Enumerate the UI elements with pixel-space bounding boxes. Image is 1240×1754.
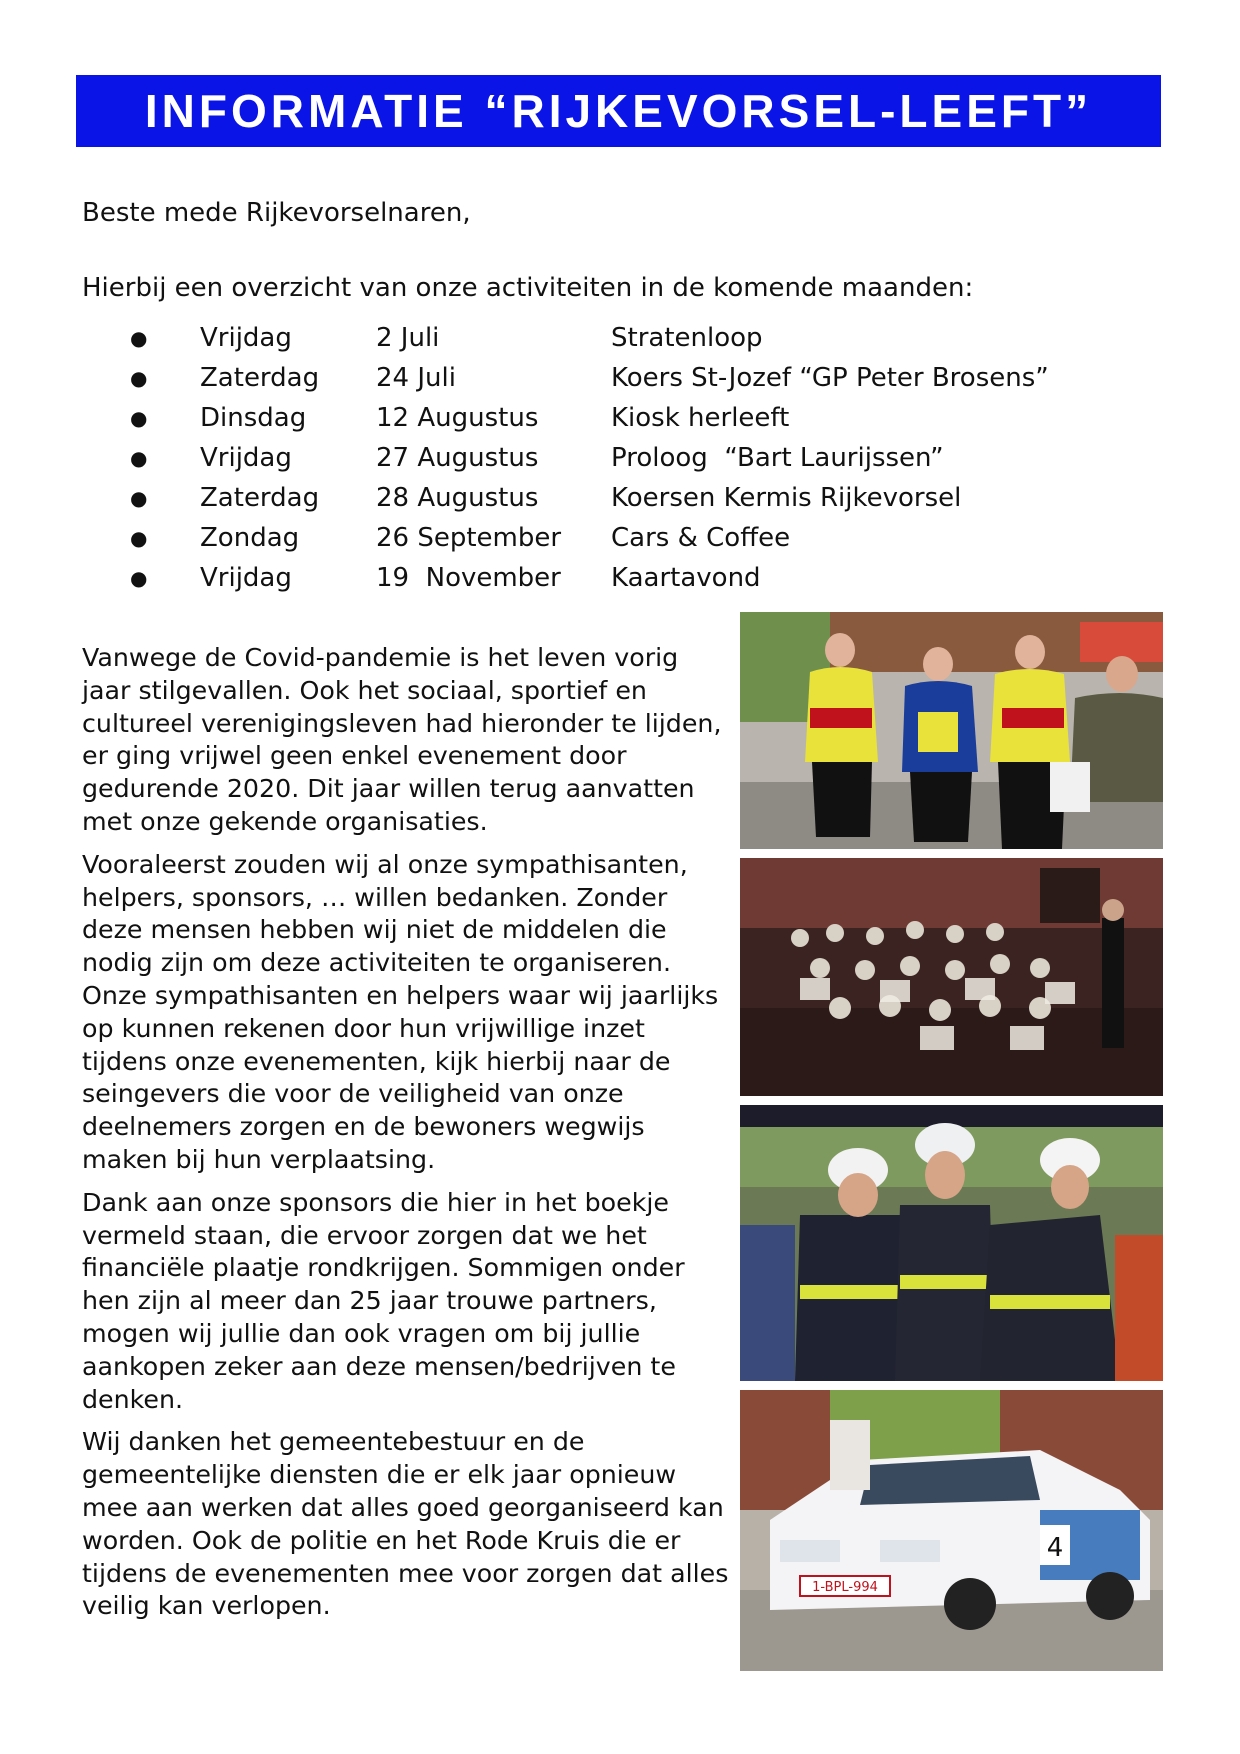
schedule-item (130, 558, 1091, 598)
paragraph-municipality: Wij danken het gemeentebestuur en de gemeentelijke diensten die er elk jaar opnieuw mee aan werken dat alles goed georganiseerd kan worden. Ook de politie en het Rode Kruis die er tijdens de evenementen mee voor zorgen dat alles veilig kan verlopen. (82, 1427, 729, 1621)
schedule-item (130, 318, 1091, 358)
rally-car-photo (740, 1390, 1163, 1671)
schedule-day: Zondag (200, 523, 300, 553)
schedule-date: 26 September (376, 523, 562, 553)
orchestra-photo (740, 858, 1163, 1096)
schedule-item (130, 478, 1091, 518)
schedule-day: Zaterdag (200, 483, 320, 513)
bullet-icon: ● (130, 566, 148, 590)
schedule-day: Vrijdag (200, 323, 292, 353)
schedule-day: Zaterdag (200, 363, 320, 393)
bullet-icon: ● (130, 406, 148, 430)
schedule-day: Vrijdag (200, 563, 292, 593)
paragraph-thanks-helpers: Vooraleerst zouden wij al onze sympathisanten, helpers, sponsors, … willen bedanken. Zonder deze mensen hebben wij niet de middelen die nodig zijn om deze activiteiten te organiseren. Onze sympathisanten en helpers waar wij jaarlijks op kunnen rekenen door hun vrijwillige inzet tijdens onze evenementen, kijk hierbij naar de seingevers die voor de veiligheid van onze deelnemers zorgen en de bewoners wegwijs maken bij hun verplaatsing. (82, 849, 719, 1174)
schedule-event: Kaartavond (611, 563, 761, 593)
schedule-item (130, 398, 1091, 438)
title-banner (76, 75, 1161, 147)
schedule-date: 24 Juli (376, 363, 456, 393)
paragraph-covid: Vanwege de Covid-pandemie is het leven vorig jaar stilgevallen. Ook het sociaal, sportief en cultureel verenigingsleven had hieronder te lijden, er ging vrijwel geen enkel evenement door gedurende 2020. Dit jaar willen terug aanvatten met onze gekende organisaties. (82, 643, 722, 836)
paragraph-sponsors: Dank aan onze sponsors die hier in het boekje vermeld staan, die ervoor zorgen dat we het financiële plaatje rondkrijgen. Sommigen onder hen zijn al meer dan 25 jaar trouwe partners, mogen wij jullie dan ook vragen om bij jullie aankopen zeker aan deze mensen/bedrijven te denken. (82, 1187, 685, 1414)
schedule-day: Vrijdag (200, 443, 292, 473)
schedule-date: 19 November (376, 563, 561, 593)
schedule-event: Koersen Kermis Rijkevorsel (611, 483, 962, 513)
page-title: INFORMATIE “RIJKEVORSEL-LEEFT” (144, 85, 1093, 137)
schedule-date: 28 Augustus (376, 483, 539, 513)
schedule-event: Kiosk herleeft (611, 403, 790, 433)
bullet-icon: ● (130, 446, 148, 470)
bullet-icon: ● (130, 366, 148, 390)
schedule-event: Koers St-Jozef “GP Peter Brosens” (611, 363, 1049, 393)
schedule-date: 2 Juli (376, 323, 440, 353)
schedule-item (130, 358, 1091, 398)
article-body (82, 642, 734, 1633)
schedule-date: 12 Augustus (376, 403, 539, 433)
schedule-event: Proloog “Bart Laurijssen” (611, 443, 944, 473)
intro-text: Hierbij een overzicht van onze activiteiten in de komende maanden: (82, 273, 974, 303)
schedule-item (130, 438, 1091, 478)
license-plate: 1-BPL-994 (812, 1580, 878, 1595)
bullet-icon: ● (130, 326, 148, 350)
activity-schedule (130, 318, 1091, 598)
bullet-icon: ● (130, 526, 148, 550)
car-number: 4 (1046, 1533, 1064, 1563)
schedule-item (130, 518, 1091, 558)
schedule-event: Cars & Coffee (611, 523, 791, 553)
schedule-day: Dinsdag (200, 403, 307, 433)
schedule-event: Stratenloop (611, 323, 763, 353)
firefighters-photo (740, 1105, 1163, 1381)
bullet-icon: ● (130, 486, 148, 510)
cyclists-photo (740, 612, 1163, 849)
greeting: Beste mede Rijkevorselnaren, (82, 198, 471, 228)
schedule-date: 27 Augustus (376, 443, 539, 473)
